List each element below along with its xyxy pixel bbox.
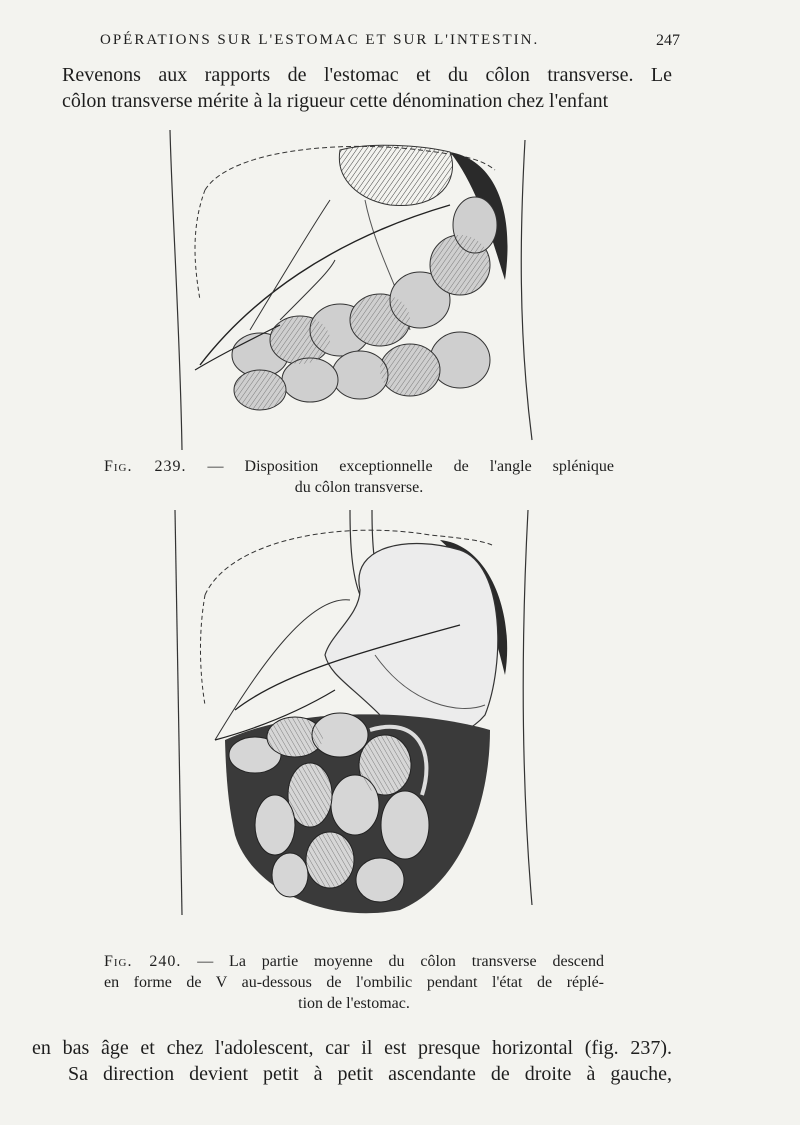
figure-label: Fig. 239. — [104, 458, 187, 475]
figure-240-illustration — [160, 505, 550, 945]
caption-text: du côlon transverse. — [294, 479, 424, 496]
caption-text: tion de l'estomac. — [298, 995, 410, 1012]
anatomy-engraving-239 — [160, 130, 550, 450]
running-title: OPÉRATIONS SUR L'ESTOMAC ET SUR L'INTESTIN. — [100, 32, 540, 48]
paragraph-top — [62, 62, 672, 114]
anatomy-engraving-240 — [160, 505, 550, 945]
caption-text: — La partie moyenne du côlon transverse descend — [197, 953, 604, 970]
paragraph-line: en bas âge et chez l'adolescent, car il est presque horizontal (fig. 237). — [32, 1037, 672, 1059]
figure-240-caption — [104, 951, 604, 1014]
caption-text: — Disposition exceptionnelle de l'angle splénique — [207, 458, 614, 475]
caption-text: en forme de V au-dessous de l'ombilic pendant l'état de réplé- — [104, 974, 604, 991]
figure-label: Fig. 240. — [104, 953, 182, 970]
figure-239-caption — [104, 456, 614, 498]
paragraph-line: côlon transverse mérite à la rigueur cette dénomination chez l'enfant — [62, 90, 609, 112]
paragraph-line: Sa direction devient petit à petit ascendante de droite à gauche, — [68, 1063, 672, 1085]
paragraph-bottom — [32, 1035, 672, 1087]
paragraph-line: Revenons aux rapports de l'estomac et du côlon transverse. Le — [62, 64, 672, 86]
figure-239-illustration — [160, 130, 550, 450]
page-number: 247 — [656, 32, 680, 49]
